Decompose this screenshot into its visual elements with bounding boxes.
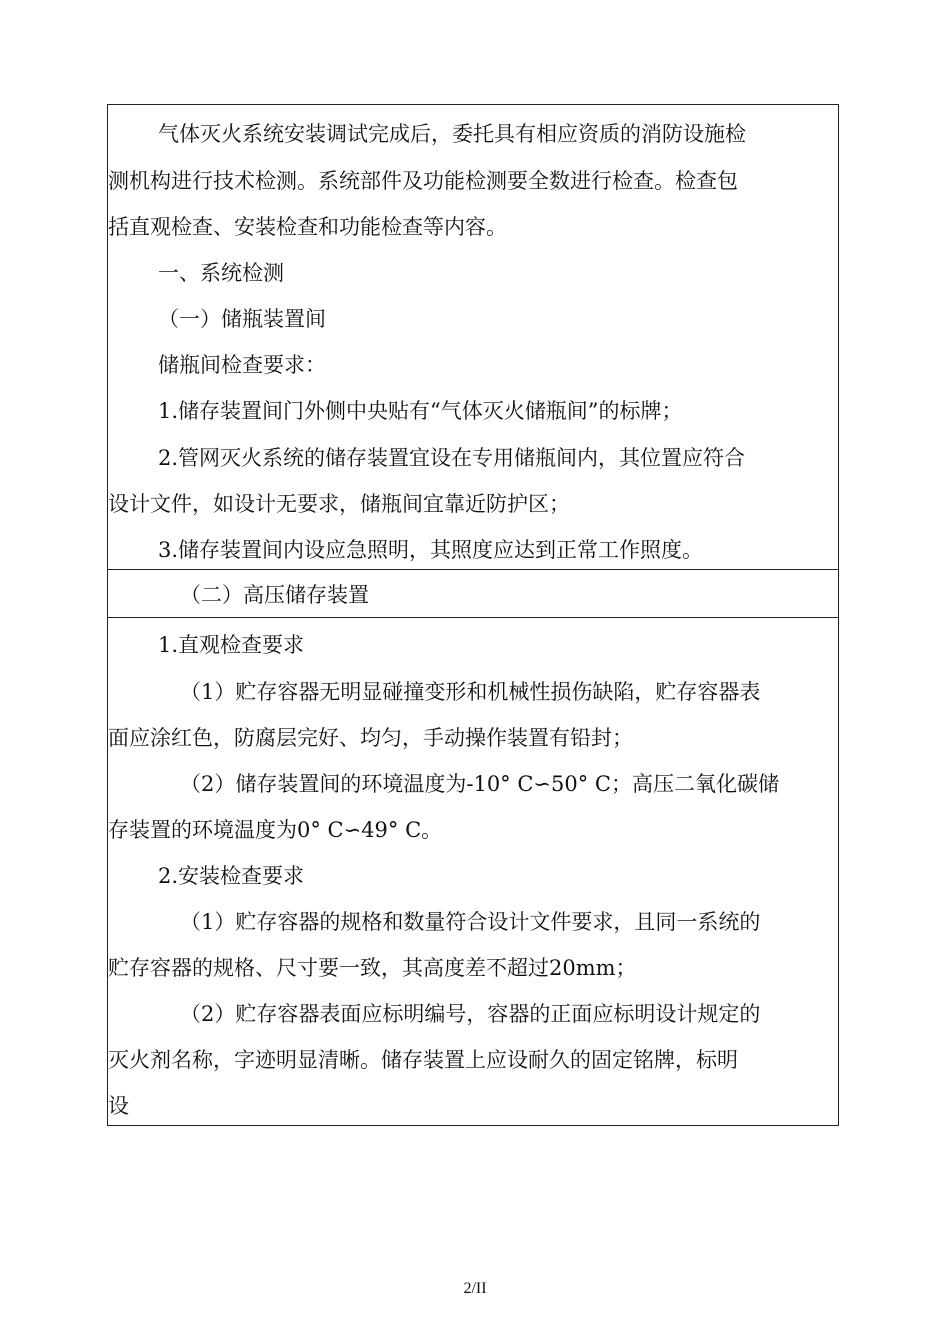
section-heading-box-high-pressure — [172, 569, 839, 618]
install-item-2-line-2: 灭火剂名称，字迹明显清晰。储存装置上应设耐久的固定铭牌，标明 — [108, 1048, 738, 1072]
requirement-item-2-line-1: 2.管网灭火系统的储存装置宜设在专用储瓶间内，其位置应符合 — [158, 446, 746, 470]
requirement-item-3: 3.储存装置间内设应急照明，其照度应达到正常工作照度。 — [158, 538, 704, 562]
install-item-2-line-1: （2）贮存容器表面应标明编号，容器的正面应标明设计规定的 — [180, 1002, 761, 1026]
visual-item-2-line-2: 存装置的环境温度为0° C∽49° C。 — [108, 818, 443, 842]
visual-item-2-line-1: （2）储存装置间的环境温度为-10° C∽50° C；高压二氧化碳储 — [180, 772, 779, 796]
installation-inspection-title: 2.安装检查要求 — [158, 864, 305, 888]
requirement-item-2-line-2: 设计文件，如设计无要求，储瓶间宜靠近防护区； — [108, 492, 570, 516]
section-box-inspection-requirements — [107, 617, 839, 1126]
heading-system-inspection: 一、系统检测 — [158, 261, 284, 285]
heading-high-pressure-storage: （二）高压储存装置 — [180, 583, 369, 607]
visual-inspection-title: 1.直观检查要求 — [158, 633, 305, 657]
install-item-2-line-3: 设 — [108, 1094, 129, 1118]
visual-item-1-line-1: （1）贮存容器无明显碰撞变形和机械性损伤缺陷，贮存容器表 — [180, 680, 761, 704]
install-item-1-line-1: （1）贮存容器的规格和数量符合设计文件要求，且同一系统的 — [180, 910, 761, 934]
visual-item-1-line-2: 面应涂红色，防腐层完好、均匀，手动操作装置有铅封； — [108, 726, 633, 750]
page-number: 2/II — [463, 1280, 487, 1297]
intro-line-3: 括直观检查、安装检查和功能检查等内容。 — [108, 215, 507, 239]
section-heading-indent-cell — [107, 569, 173, 618]
intro-line-1: 气体灭火系统安装调试完成后，委托具有相应资质的消防设施检 — [158, 122, 746, 146]
intro-line-2: 测机构进行技术检测。系统部件及功能检测要全数进行检查。检查包 — [108, 169, 738, 193]
install-item-1-line-2: 贮存容器的规格、尺寸要一致，其高度差不超过20mm； — [108, 956, 637, 980]
requirement-item-1: 1.储存装置间门外侧中央贴有“气体灭火储瓶间”的标牌； — [158, 399, 683, 423]
storage-room-requirements-title: 储瓶间检查要求： — [158, 353, 326, 377]
section-box-storage-room — [107, 104, 839, 570]
heading-storage-room: （一）储瓶装置间 — [158, 307, 326, 331]
